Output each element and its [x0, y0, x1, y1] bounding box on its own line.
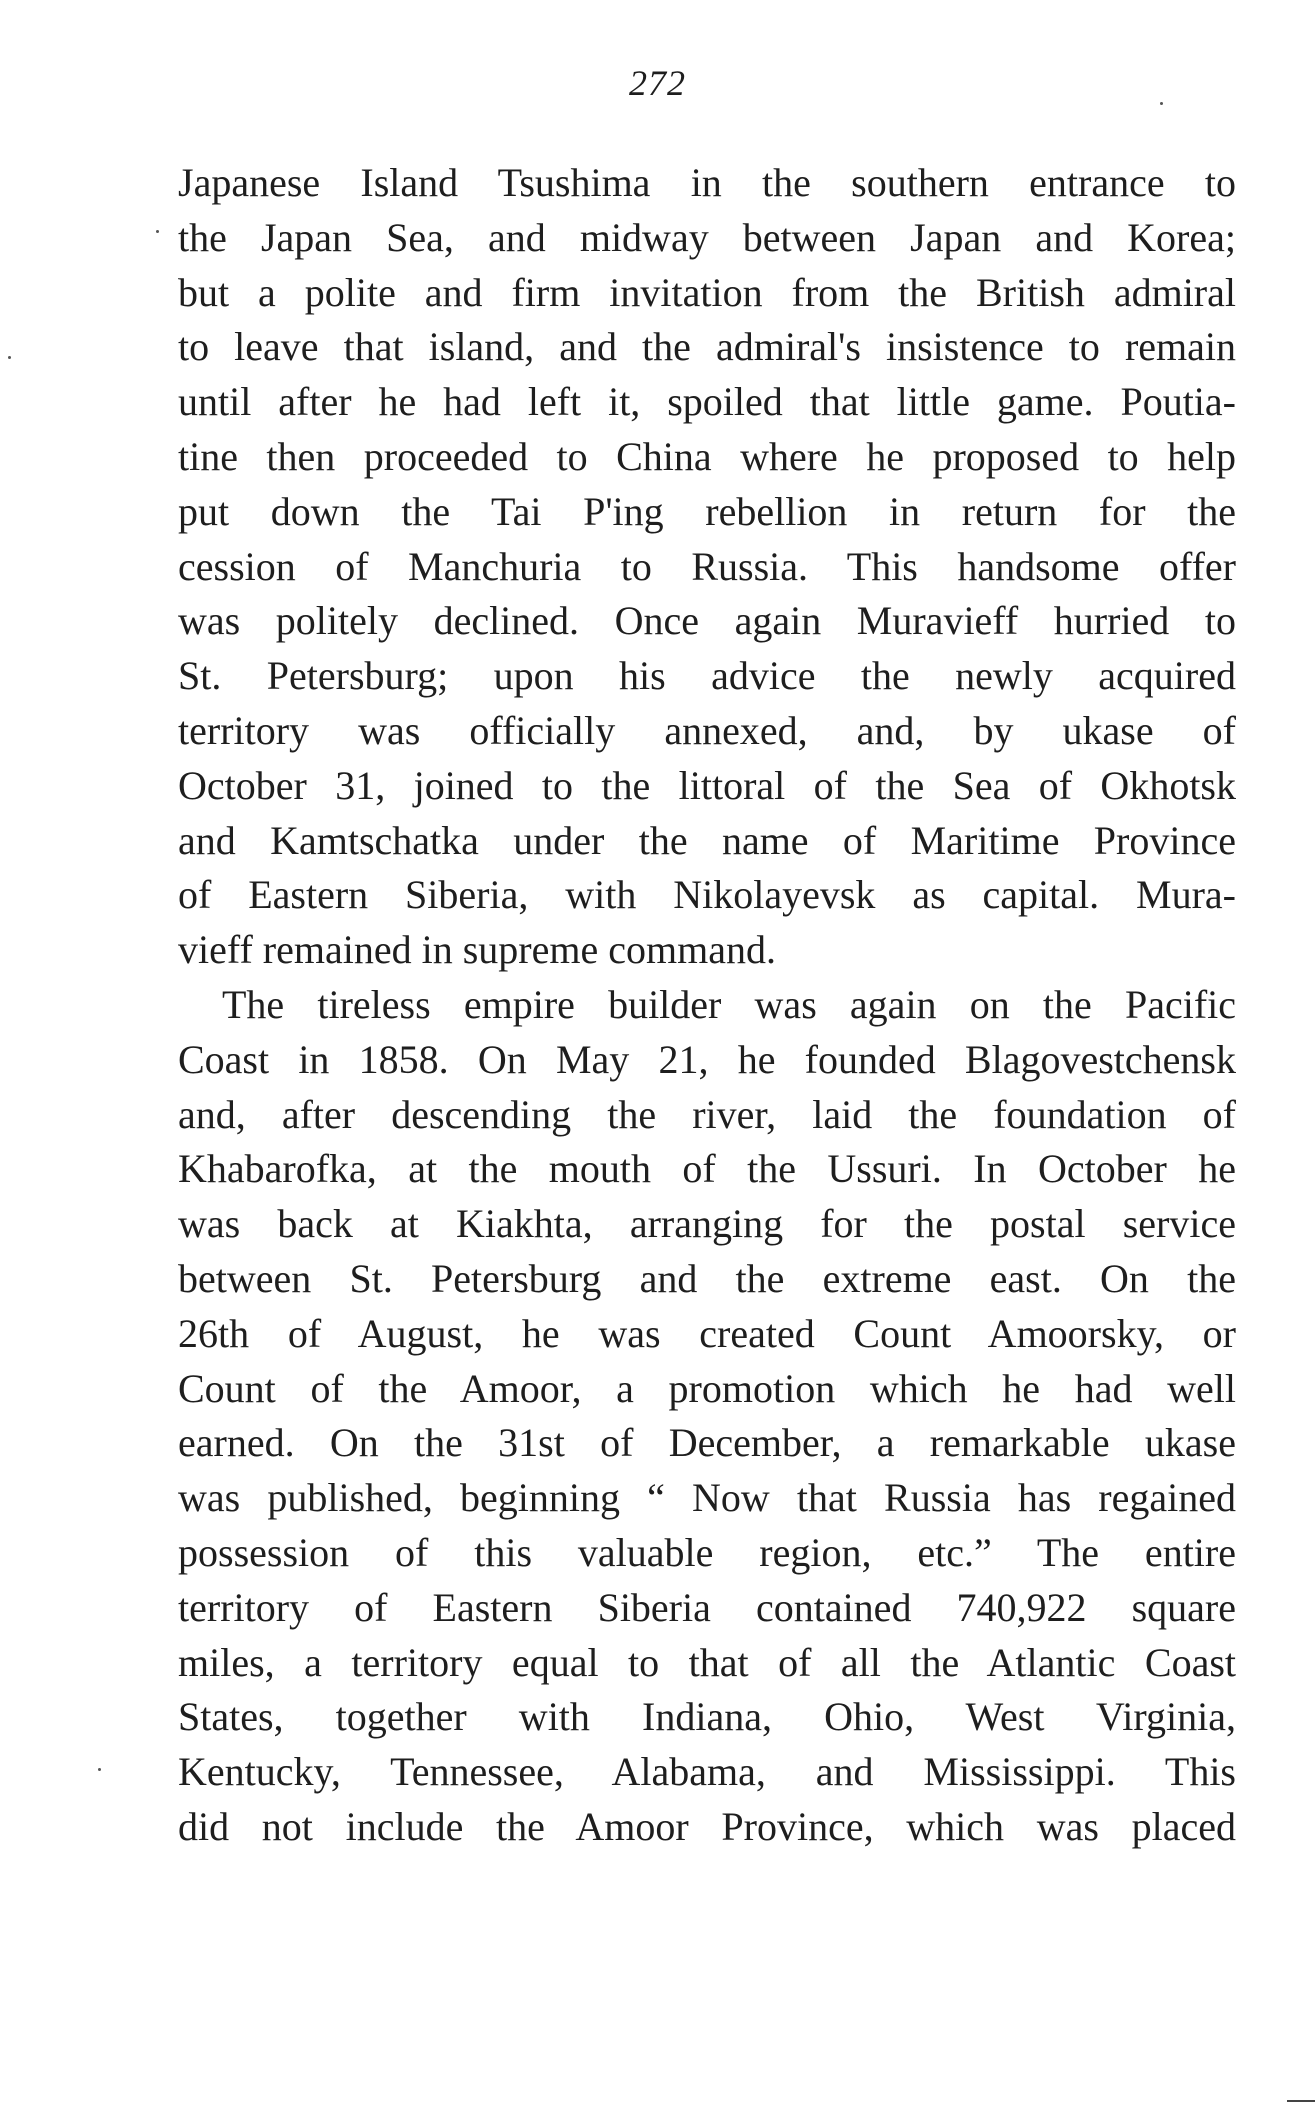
- text-line: but a polite and firm invitation from the British admiral: [178, 269, 1236, 315]
- text-line: vieff remained in supreme command.: [178, 927, 776, 973]
- text-line: was published, beginning “ Now that Russia has regained: [178, 1475, 1236, 1521]
- text-line: Khabarofka, at the mouth of the Ussuri. In October he: [178, 1146, 1236, 1192]
- text-line: of Eastern Siberia, with Nikolayevsk as capital. Mura-: [178, 872, 1236, 918]
- text-line: Count of the Amoor, a promotion which he had well: [178, 1365, 1236, 1411]
- paragraph-1: [178, 156, 1236, 978]
- text-line: put down the Tai P'ing rebellion in return for the: [178, 488, 1236, 534]
- page-number: 272: [629, 63, 686, 103]
- scan-edge-mark: [1287, 2100, 1315, 2102]
- text-line-content: The tireless empire builder was again on the Pacific: [222, 981, 1236, 1027]
- paragraph-2: [178, 978, 1236, 1855]
- text-line: Kentucky, Tennessee, Alabama, and Mississippi. This: [178, 1749, 1236, 1795]
- text-line: the Japan Sea, and midway between Japan and Korea;: [178, 214, 1236, 260]
- text-line: territory was officially annexed, and, by ukase of: [178, 707, 1236, 753]
- text-line: was back at Kiakhta, arranging for the postal service: [178, 1201, 1236, 1247]
- scan-speck: [156, 230, 159, 233]
- text-line: was politely declined. Once again Muravieff hurried to: [178, 598, 1236, 644]
- text-line: October 31, joined to the littoral of the Sea of Okhotsk: [178, 762, 1236, 808]
- text-line: territory of Eastern Siberia contained 740,922 square: [178, 1584, 1236, 1630]
- text-line: States, together with Indiana, Ohio, West Virginia,: [178, 1694, 1236, 1740]
- text-line: cession of Manchuria to Russia. This handsome offer: [178, 543, 1236, 589]
- text-line-indented: [178, 978, 1236, 1033]
- text-line: Coast in 1858. On May 21, he founded Blagovestchensk: [178, 1036, 1236, 1082]
- text-line: Japanese Island Tsushima in the southern entrance to: [178, 160, 1236, 205]
- text-line: and, after descending the river, laid the foundation of: [178, 1091, 1236, 1137]
- scan-speck: [98, 1768, 101, 1771]
- text-line: until after he had left it, spoiled that little game. Poutia-: [178, 379, 1236, 425]
- text-line: miles, a territory equal to that of all the Atlantic Coast: [178, 1639, 1236, 1685]
- text-line: between St. Petersburg and the extreme east. On the: [178, 1255, 1236, 1301]
- text-line: to leave that island, and the admiral's insistence to remain: [178, 324, 1236, 370]
- text-line: St. Petersburg; upon his advice the newly acquired: [178, 653, 1236, 699]
- text-line: tine then proceeded to China where he proposed to help: [178, 433, 1236, 479]
- text-line: 26th of August, he was created Count Amoorsky, or: [178, 1310, 1236, 1356]
- text-line: and Kamtschatka under the name of Maritime Province: [178, 817, 1236, 863]
- scan-speck: [1160, 102, 1163, 105]
- scan-speck: [8, 356, 11, 359]
- body-text: [178, 156, 1236, 1855]
- text-line: did not include the Amoor Province, which was placed: [178, 1803, 1236, 1849]
- text-line: possession of this valuable region, etc.” The entire: [178, 1529, 1236, 1575]
- text-line: earned. On the 31st of December, a remarkable ukase: [178, 1420, 1236, 1466]
